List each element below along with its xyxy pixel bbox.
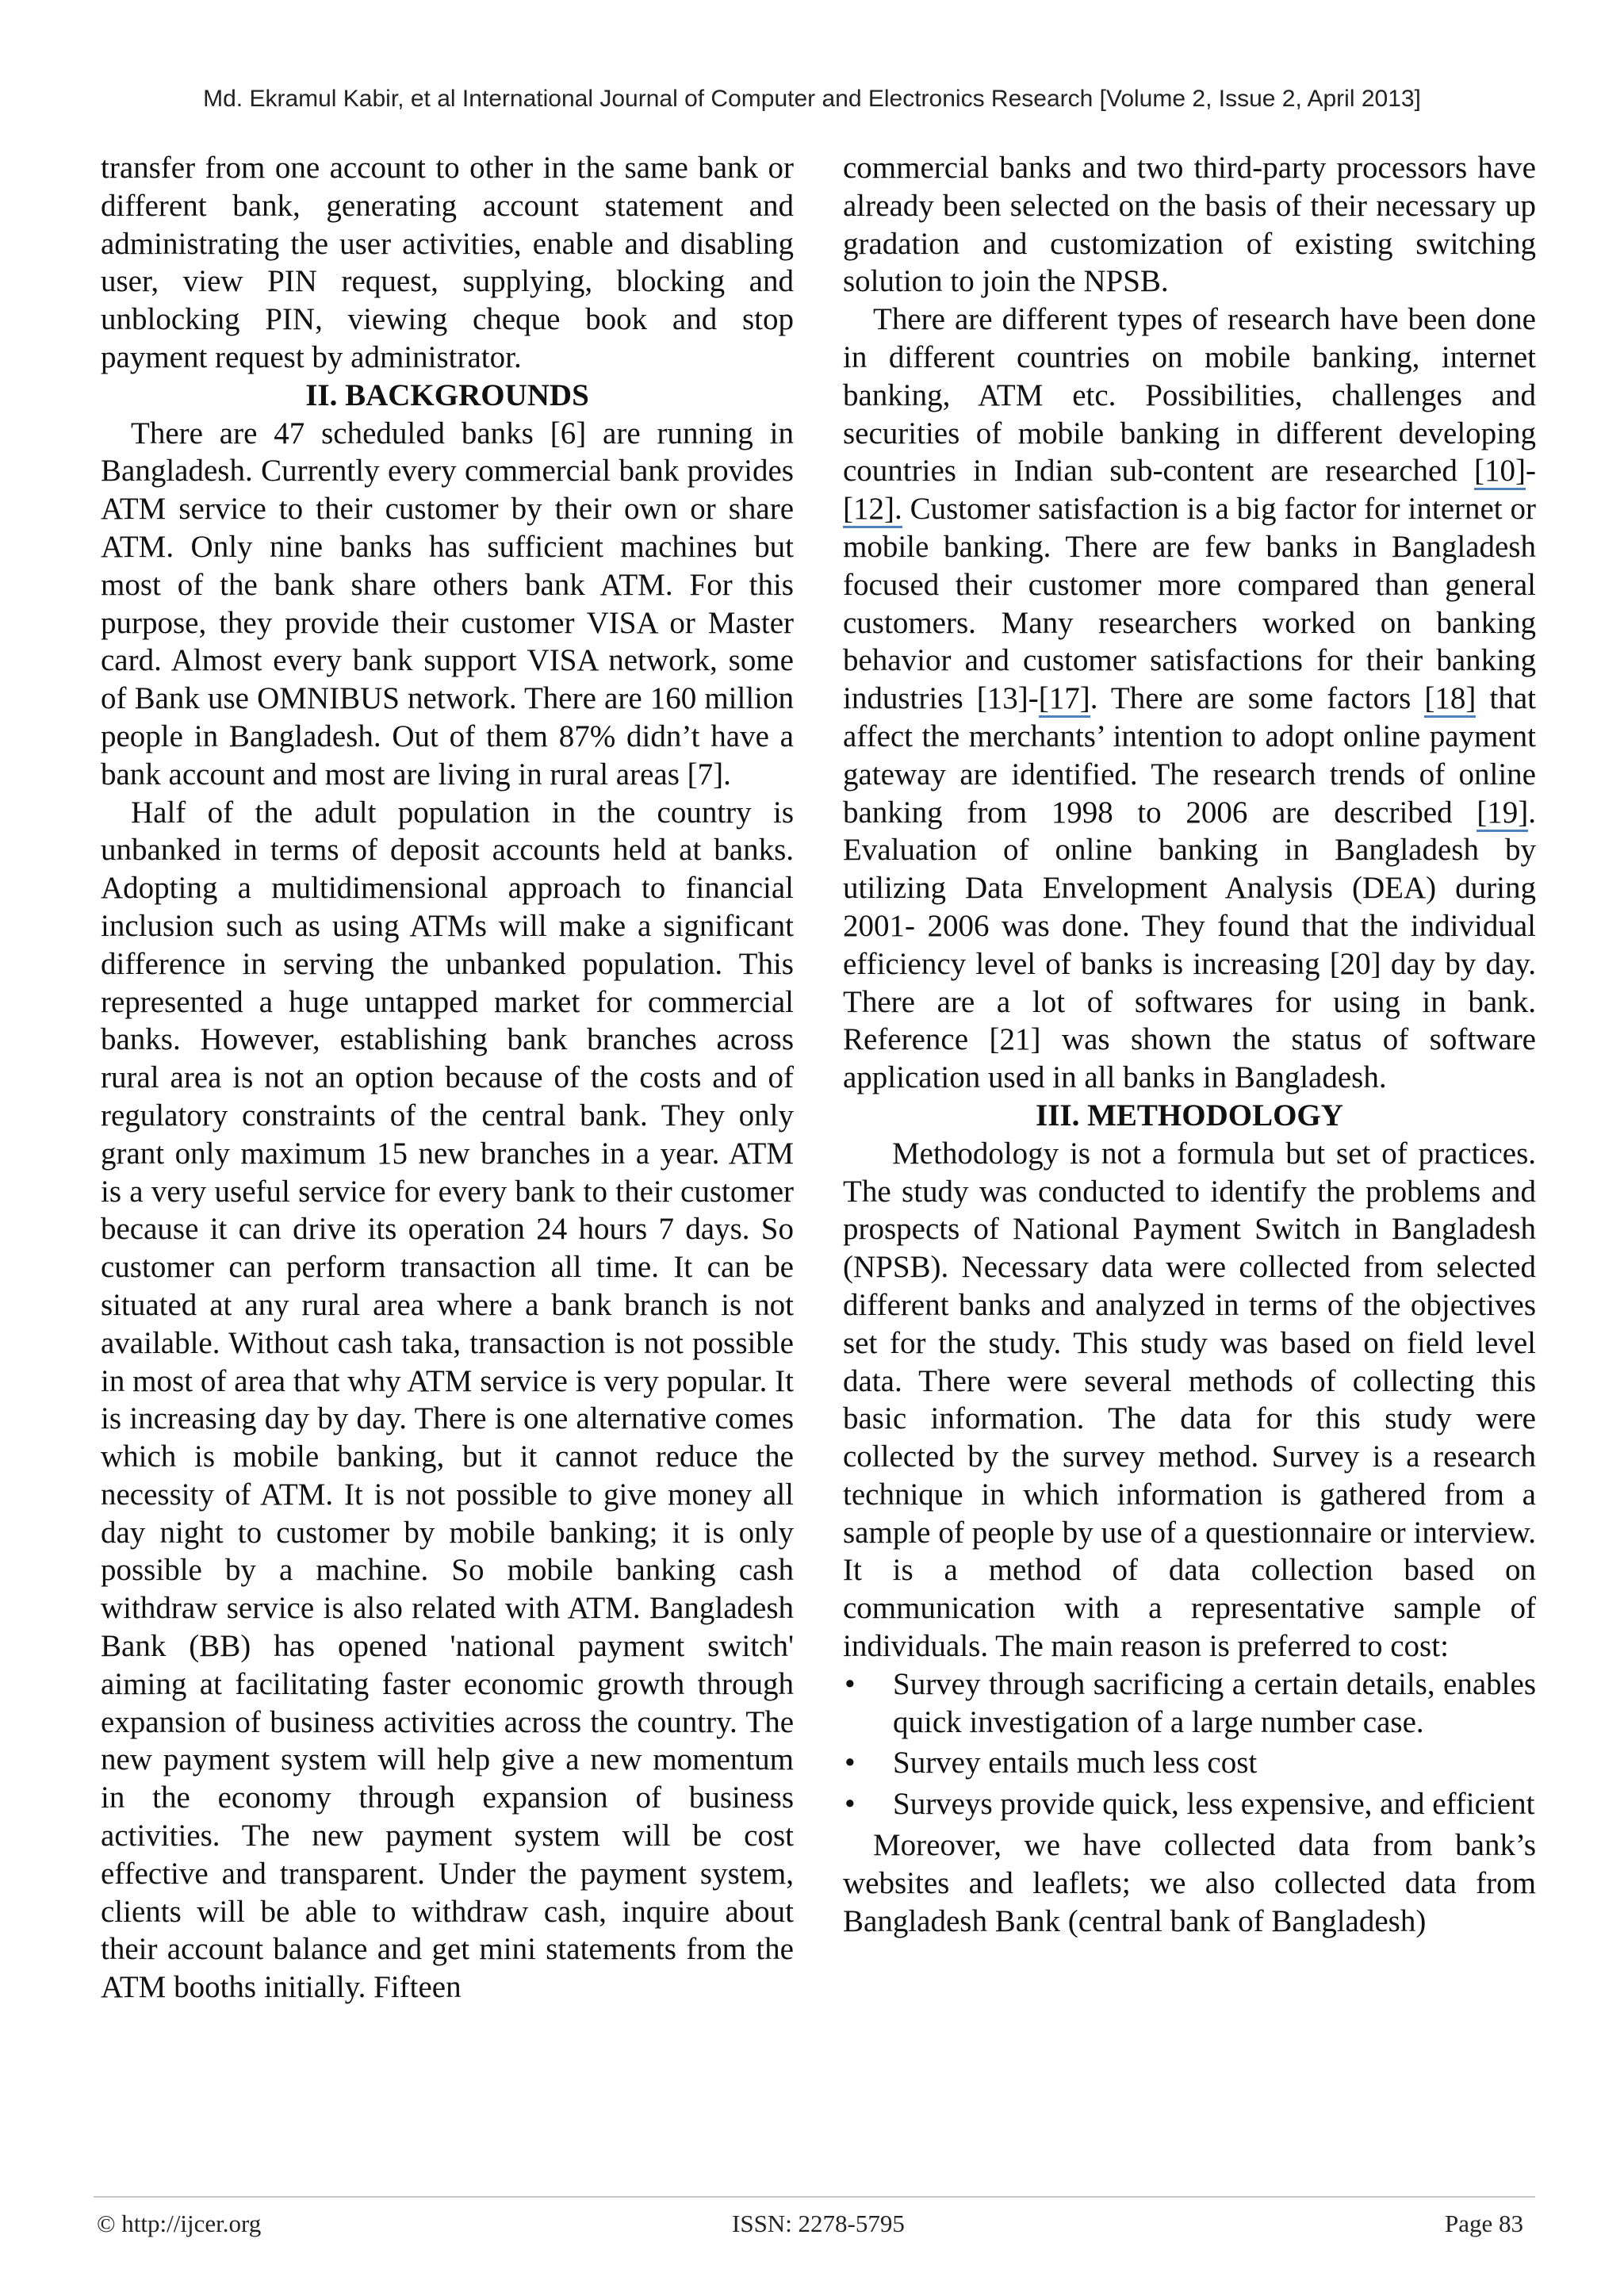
left-column [101,149,794,2007]
footer-issn: ISSN: 2278-5795 [732,2210,905,2237]
citation-link-10[interactable]: [10] [1474,454,1526,490]
list-item [843,1744,1536,1782]
section-heading-methodology: III. METHODOLOGY [1036,1098,1343,1133]
footer-website-link[interactable]: © http://ijcer.org [97,2210,262,2237]
paragraph-text: that affect the merchants’ intention to adopt online payment gateway are identified. The research trends of online banking from 1998 to 2006 are described [843,681,1537,830]
footer-divider [94,2196,1535,2198]
survey-reasons-list [843,1665,1536,1823]
citation-link-18[interactable]: [18] [1424,681,1476,718]
paragraph-text: Customer satisfaction is a big factor for internet or mobile banking. There are few banks in Bangladesh focused their customer more compared than general customers. Many researchers worked on banking behavior and customer satisfactions for their banking industries [13]- [843,492,1536,716]
paragraph-text: - [1526,454,1536,489]
left-paragraph-continued: transfer from one account to other in the same bank or different bank, generating account statement and administrating the user activities, enable and disabling user, view PIN request, supplying, blocking and unblocking PIN, viewing cheque book and stop payment request by administrator. [101,151,794,374]
citation-link-17[interactable]: [17] [1039,681,1090,718]
paragraph-text: . There are some factors [1090,681,1425,716]
citation-link-19[interactable]: [19] [1477,795,1528,832]
methodology-paragraph-2: Moreover, we have collected data from bank’s websites and leaflets; we also collected data from Bangladesh Bank (central bank of Bangladesh) [843,1828,1536,1938]
bullet-icon: • [845,1746,856,1780]
backgrounds-paragraph-1: There are 47 scheduled banks [6] are running in Bangladesh. Currently every commercial bank provides ATM service to their customer by their own or share ATM. Only nine banks has sufficient machines but most of the bank share others bank ATM. For this purpose, they provide their customer VISA or Master card. Almost every bank support VISA network, some of Bank use OMNIBUS network. There are 160 million people in Bangladesh. Out of them 87% didn’t have a bank account and most are living in rural areas [7]. [101,416,794,792]
list-item-text: Survey entails much less cost [893,1746,1258,1780]
list-item [843,1665,1536,1742]
citation-link-12[interactable]: [12]. [843,492,902,528]
bullet-icon: • [845,1787,856,1822]
backgrounds-paragraph-2: Half of the adult population in the country is unbanked in terms of deposit accounts held at banks. Adopting a multidimensional approach to financial inclusion such as using ATMs will make a significant difference in serving the unbanked population. This represented a huge untapped market for commercial banks. However, establishing bank branches across rural area is not an option because of the costs and of regulatory constraints of the central bank. They only grant only maximum 15 new branches in a year. ATM is a very useful service for every bank to their customer because it can drive its operation 24 hours 7 days. So customer can perform transaction all time. It can be situated at any rural area where a bank branch is not available. Without cash taka, transaction is not possible in most of area that why ATM service is very popular. It is increasing day by day. There is one alternative comes which is mobile banking, but it cannot reduce the necessity of ATM. It is not possible to give money all day night to customer by mobile banking; it is only possible by a machine. So mobile banking cash withdraw service is also related with ATM. Bangladesh Bank (BB) has opened 'national payment switch' aiming at facilitating faster economic growth through expansion of business activities across the country. The new payment system will help give a new momentum in the economy through expansion of business activities. The new payment system will be cost effective and transparent. Under the payment system, clients will be able to withdraw cash, inquire about their account balance and get mini statements from the ATM booths initially. Fifteen [101,795,794,2005]
paragraph-text: . Evaluation of online banking in Bangladesh by utilizing Data Envelopment Analysis (DEA) during 2001- 2006 was done. They found that the individual efficiency level of banks is increasing [20] day by day. There are a lot of softwares for using in bank. Reference [21] was shown the status of software application used in all banks in Bangladesh. [843,795,1536,1095]
list-item-text: Survey through sacrificing a certain details, enables quick investigation of a large number case. [893,1666,1536,1739]
list-item [843,1785,1536,1823]
methodology-paragraph: Methodology is not a formula but set of practices. The study was conducted to identify the problems and prospects of National Payment Switch in Bangladesh (NPSB). Necessary data were collected from selected different banks and analyzed in terms of the objectives set for the study. This study was based on field level data. There were several methods of collecting this basic information. The data for this study were collected by the survey method. Survey is a research technique in which information is gathered from a sample of people by use of a questionnaire or interview. It is a method of data collection based on communication with a representative sample of individuals. The main reason is preferred to cost: [843,1136,1536,1664]
running-header: Md. Ekramul Kabir, et al International Journal of Computer and Electronics Research [Volume 2, Issue 2, April 2013] [203,86,1421,112]
right-paragraph-continued: commercial banks and two third-party processors have already been selected on the basis of their necessary up gradation and customization of existing switching solution to join the NPSB. [843,151,1536,299]
bullet-icon: • [845,1666,856,1701]
list-item-text: Surveys provide quick, less expensive, and efficient [893,1787,1535,1822]
related-research-paragraph [843,301,1536,1097]
section-heading-backgrounds: II. BACKGROUNDS [305,378,589,412]
right-column [843,149,1536,1940]
footer-page-number: Page 83 [1445,2210,1524,2237]
paragraph-text: There are different types of research have been done in different countries on mobile banking, internet banking, ATM etc. Possibilities, challenges and securities of mobile banking in different developing countries in Indian sub-content are researched [843,302,1536,489]
